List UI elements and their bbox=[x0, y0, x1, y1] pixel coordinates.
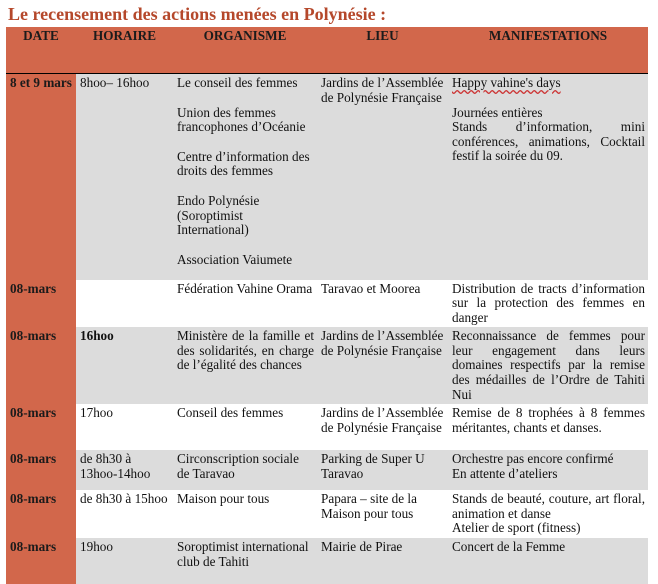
cell-manifestations bbox=[448, 74, 648, 280]
organisme-line: Endo Polynésie (Soroptimist International) bbox=[177, 192, 260, 238]
manifestation-line: Stands de beauté, couture, art floral, animation et danse bbox=[452, 491, 645, 521]
cell-manifestations: Distribution de tracts d’information sur la protection des femmes en danger bbox=[448, 280, 648, 328]
cell-organisme: Soroptimist international club de Tahiti bbox=[173, 538, 317, 584]
table-row bbox=[6, 280, 648, 328]
cell-horaire: 17hoo bbox=[76, 404, 173, 450]
manifestation-line: Journées entières bbox=[452, 104, 543, 120]
header-manifestations: MANIFESTATIONS bbox=[448, 27, 648, 74]
table-row bbox=[6, 327, 648, 404]
header-organisme: ORGANISME bbox=[173, 27, 317, 74]
cell-date: 08-mars bbox=[6, 450, 76, 490]
cell-date: 08-mars bbox=[6, 538, 76, 584]
cell-organisme bbox=[173, 74, 317, 280]
actions-table bbox=[6, 27, 648, 584]
cell-date: 08-mars bbox=[6, 327, 76, 404]
cell-lieu: Parking de Super U Taravao bbox=[317, 450, 448, 490]
cell-date: 8 et 9 mars bbox=[6, 74, 76, 280]
header-lieu: LIEU bbox=[317, 27, 448, 74]
cell-horaire: 19hoo bbox=[76, 538, 173, 584]
cell-manifestations: Reconnaissance de femmes pour leur engagement dans leurs domaines respectifs par la remise des médailles de l’Ordre de Tahiti Nui bbox=[448, 327, 648, 404]
cell-lieu: Jardins de l’Assemblée de Polynésie Française bbox=[317, 327, 448, 404]
header-date: DATE bbox=[6, 27, 76, 74]
cell-horaire bbox=[76, 280, 173, 328]
cell-lieu: Mairie de Pirae bbox=[317, 538, 448, 584]
organisme-line: Centre d’information des droits des femmes bbox=[177, 148, 310, 179]
cell-manifestations: Remise de 8 trophées à 8 femmes méritantes, chants et danses. bbox=[448, 404, 648, 450]
cell-horaire: de 8h30 à 13hoo-14hoo bbox=[76, 450, 173, 490]
cell-horaire: 16hoo bbox=[76, 327, 173, 404]
cell-manifestations bbox=[448, 450, 648, 490]
cell-date: 08-mars bbox=[6, 490, 76, 538]
header-horaire: HORAIRE bbox=[76, 27, 173, 74]
organisme-line: Union des femmes francophones d’Océanie bbox=[177, 104, 306, 135]
cell-organisme: Conseil des femmes bbox=[173, 404, 317, 450]
cell-lieu: Jardins de l’Assemblée de Polynésie Française bbox=[317, 74, 448, 280]
cell-lieu: Jardins de l’Assemblée de Polynésie Française bbox=[317, 404, 448, 450]
table-row bbox=[6, 450, 648, 490]
cell-organisme: Circonscription sociale de Taravao bbox=[173, 450, 317, 490]
cell-lieu: Papara – site de la Maison pour tous bbox=[317, 490, 448, 538]
manifestation-line: Orchestre pas encore confirmé bbox=[452, 451, 614, 467]
cell-organisme: Ministère de la famille et des solidarités, en charge de l’égalité des chances bbox=[173, 327, 317, 404]
cell-date: 08-mars bbox=[6, 280, 76, 328]
manifestation-line: Stands d’information, mini conférences, animations, Cocktail festif la soirée du 09. bbox=[452, 119, 645, 164]
manifestation-line: En attente d’ateliers bbox=[452, 465, 558, 481]
cell-date: 08-mars bbox=[6, 404, 76, 450]
page-title: Le recensement des actions menées en Polynésie : bbox=[8, 4, 387, 24]
table-row bbox=[6, 538, 648, 584]
cell-lieu: Taravao et Moorea bbox=[317, 280, 448, 328]
header-row bbox=[6, 27, 648, 74]
manifestation-line: Happy vahine's days bbox=[452, 75, 561, 90]
organisme-line: Le conseil des femmes bbox=[177, 75, 298, 90]
cell-horaire: 8hoo– 16hoo bbox=[76, 74, 173, 280]
cell-organisme: Fédération Vahine Orama bbox=[173, 280, 317, 328]
cell-manifestations: Concert de la Femme bbox=[448, 538, 648, 584]
cell-organisme: Maison pour tous bbox=[173, 490, 317, 538]
table-row bbox=[6, 404, 648, 450]
manifestation-line: Atelier de sport (fitness) bbox=[452, 520, 581, 536]
table-row bbox=[6, 74, 648, 280]
table-row bbox=[6, 490, 648, 538]
organisme-line: Association Vaiumete bbox=[177, 251, 293, 267]
cell-horaire: de 8h30 à 15hoo bbox=[76, 490, 173, 538]
cell-manifestations bbox=[448, 490, 648, 538]
